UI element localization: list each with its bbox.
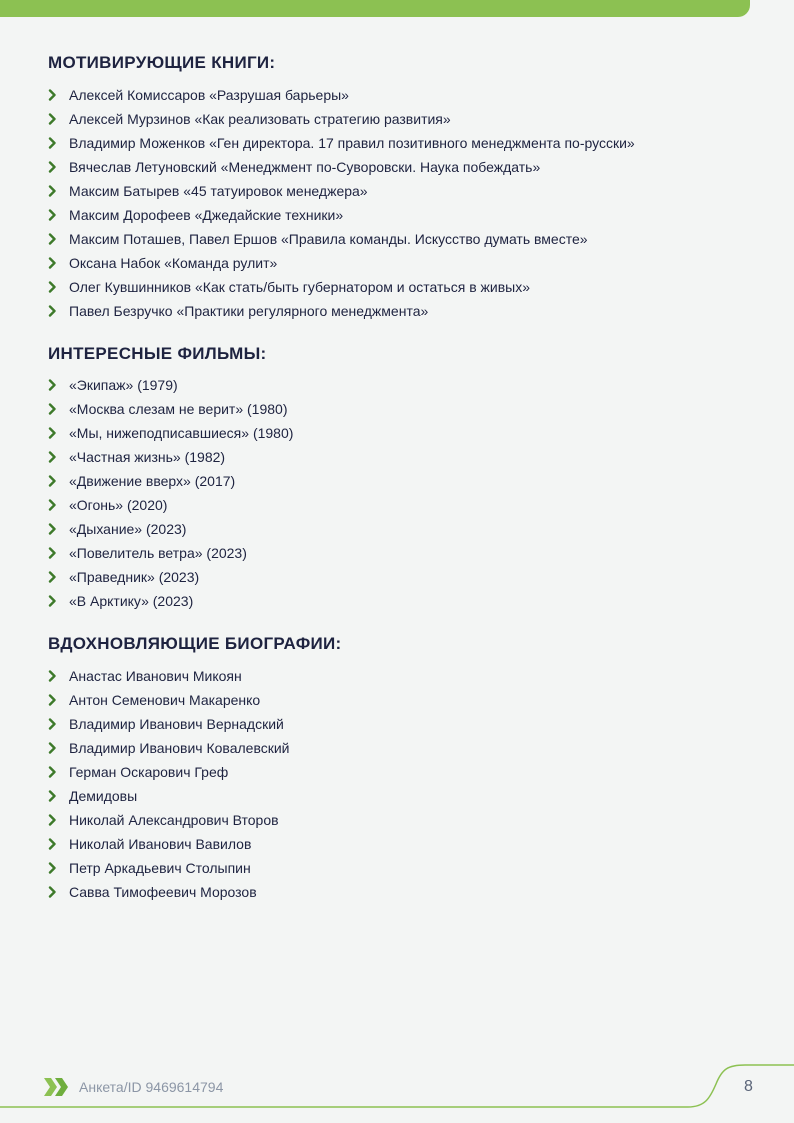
list-item-text: «Повелитель ветра» (2023) bbox=[69, 545, 247, 561]
list-item bbox=[48, 373, 293, 397]
list-item-text: Олег Кувшинников «Как стать/быть губернатором и остаться в живых» bbox=[69, 279, 530, 295]
list-item-text: Максим Дорофеев «Джедайские техники» bbox=[69, 207, 344, 223]
chevron-right-icon bbox=[48, 185, 57, 197]
list-item bbox=[48, 736, 290, 760]
list-item bbox=[48, 784, 290, 808]
page-number: 8 bbox=[744, 1078, 753, 1095]
chevron-right-icon bbox=[48, 89, 57, 101]
list-item bbox=[48, 493, 293, 517]
list-item-text: «В Арктику» (2023) bbox=[69, 593, 194, 609]
list-item bbox=[48, 251, 635, 275]
list-item-text: Антон Семенович Макаренко bbox=[69, 692, 261, 708]
list-item bbox=[48, 445, 293, 469]
chevron-right-icon bbox=[48, 862, 57, 874]
list-item-text: Павел Безручко «Практики регулярного менеджмента» bbox=[69, 303, 429, 319]
double-chevron-logo-icon bbox=[44, 1078, 70, 1096]
list-item-text: «Экипаж» (1979) bbox=[69, 377, 178, 393]
chevron-right-icon bbox=[48, 305, 57, 317]
list-item-text: Демидовы bbox=[69, 788, 138, 804]
list-item bbox=[48, 517, 293, 541]
chevron-right-icon bbox=[48, 209, 57, 221]
chevron-right-icon bbox=[48, 281, 57, 293]
list-item bbox=[48, 880, 290, 904]
list-item bbox=[48, 299, 635, 323]
list-item-text: Алексей Комиссаров «Разрушая барьеры» bbox=[69, 87, 349, 103]
chevron-right-icon bbox=[48, 670, 57, 682]
list-item bbox=[48, 203, 635, 227]
list-item bbox=[48, 469, 293, 493]
list-item-text: «Огонь» (2020) bbox=[69, 497, 168, 513]
list-item-text: Николай Александрович Второв bbox=[69, 812, 279, 828]
list-item-text: Николай Иванович Вавилов bbox=[69, 836, 252, 852]
list-item-text: Владимир Моженков «Ген директора. 17 правил позитивного менеджмента по-русски» bbox=[69, 135, 635, 151]
chevron-right-icon bbox=[48, 694, 57, 706]
list-item bbox=[48, 541, 293, 565]
form-id-label: Анкета/ID 9469614794 bbox=[79, 1079, 224, 1095]
chevron-right-icon bbox=[48, 790, 57, 802]
list-item-text: Владимир Иванович Вернадский bbox=[69, 716, 284, 732]
list-item-text: Оксана Набок «Команда рулит» bbox=[69, 255, 278, 271]
chevron-right-icon bbox=[48, 257, 57, 269]
list-item-text: «Праведник» (2023) bbox=[69, 569, 200, 585]
list-item bbox=[48, 421, 293, 445]
list-item bbox=[48, 760, 290, 784]
chevron-right-icon bbox=[48, 595, 57, 607]
list-item-text: Вячеслав Летуновский «Менеджмент по-Суворовски. Наука побеждать» bbox=[69, 159, 541, 175]
list-item-text: Герман Оскарович Греф bbox=[69, 764, 229, 780]
chevron-right-icon bbox=[48, 403, 57, 415]
list-item bbox=[48, 107, 635, 131]
list-item-text: Савва Тимофеевич Морозов bbox=[69, 884, 257, 900]
list-item-text: Владимир Иванович Ковалевский bbox=[69, 740, 290, 756]
films-list bbox=[48, 373, 293, 613]
list-item-text: «Мы, нижеподписавшиеся» (1980) bbox=[69, 425, 294, 441]
list-item-text: «Частная жизнь» (1982) bbox=[69, 449, 226, 465]
section-title-films: ИНТЕРЕСНЫЕ ФИЛЬМЫ: bbox=[48, 344, 267, 363]
chevron-right-icon bbox=[48, 475, 57, 487]
list-item-text: «Дыхание» (2023) bbox=[69, 521, 187, 537]
list-item bbox=[48, 688, 290, 712]
books-list bbox=[48, 83, 635, 323]
chevron-right-icon bbox=[48, 838, 57, 850]
chevron-right-icon bbox=[48, 451, 57, 463]
list-item-text: Алексей Мурзинов «Как реализовать стратегию развития» bbox=[69, 111, 451, 127]
list-item bbox=[48, 155, 635, 179]
list-item-text: Анастас Иванович Микоян bbox=[69, 668, 242, 684]
section-title-books: МОТИВИРУЮЩИЕ КНИГИ: bbox=[48, 53, 276, 72]
chevron-right-icon bbox=[48, 718, 57, 730]
list-item-text: Петр Аркадьевич Столыпин bbox=[69, 860, 251, 876]
chevron-right-icon bbox=[48, 886, 57, 898]
chevron-right-icon bbox=[48, 137, 57, 149]
list-item bbox=[48, 832, 290, 856]
chevron-right-icon bbox=[48, 113, 57, 125]
section-title-biographies: ВДОХНОВЛЯЮЩИЕ БИОГРАФИИ: bbox=[48, 634, 342, 653]
list-item bbox=[48, 856, 290, 880]
list-item bbox=[48, 589, 293, 613]
list-item-text: «Москва слезам не верит» (1980) bbox=[69, 401, 288, 417]
list-item bbox=[48, 83, 635, 107]
list-item-text: Максим Поташев, Павел Ершов «Правила команды. Искусство думать вместе» bbox=[69, 231, 588, 247]
chevron-right-icon bbox=[48, 161, 57, 173]
list-item bbox=[48, 179, 635, 203]
list-item bbox=[48, 808, 290, 832]
chevron-right-icon bbox=[48, 766, 57, 778]
biographies-list bbox=[48, 664, 290, 904]
list-item bbox=[48, 131, 635, 155]
list-item bbox=[48, 565, 293, 589]
chevron-right-icon bbox=[48, 547, 57, 559]
chevron-right-icon bbox=[48, 571, 57, 583]
chevron-right-icon bbox=[48, 379, 57, 391]
chevron-right-icon bbox=[48, 499, 57, 511]
chevron-right-icon bbox=[48, 233, 57, 245]
chevron-right-icon bbox=[48, 742, 57, 754]
list-item bbox=[48, 227, 635, 251]
chevron-right-icon bbox=[48, 523, 57, 535]
list-item bbox=[48, 397, 293, 421]
list-item-text: «Движение вверх» (2017) bbox=[69, 473, 236, 489]
chevron-right-icon bbox=[48, 814, 57, 826]
list-item bbox=[48, 275, 635, 299]
top-accent-bar bbox=[0, 0, 750, 17]
chevron-right-icon bbox=[48, 427, 57, 439]
list-item bbox=[48, 712, 290, 736]
list-item-text: Максим Батырев «45 татуировок менеджера» bbox=[69, 183, 368, 199]
list-item bbox=[48, 664, 290, 688]
